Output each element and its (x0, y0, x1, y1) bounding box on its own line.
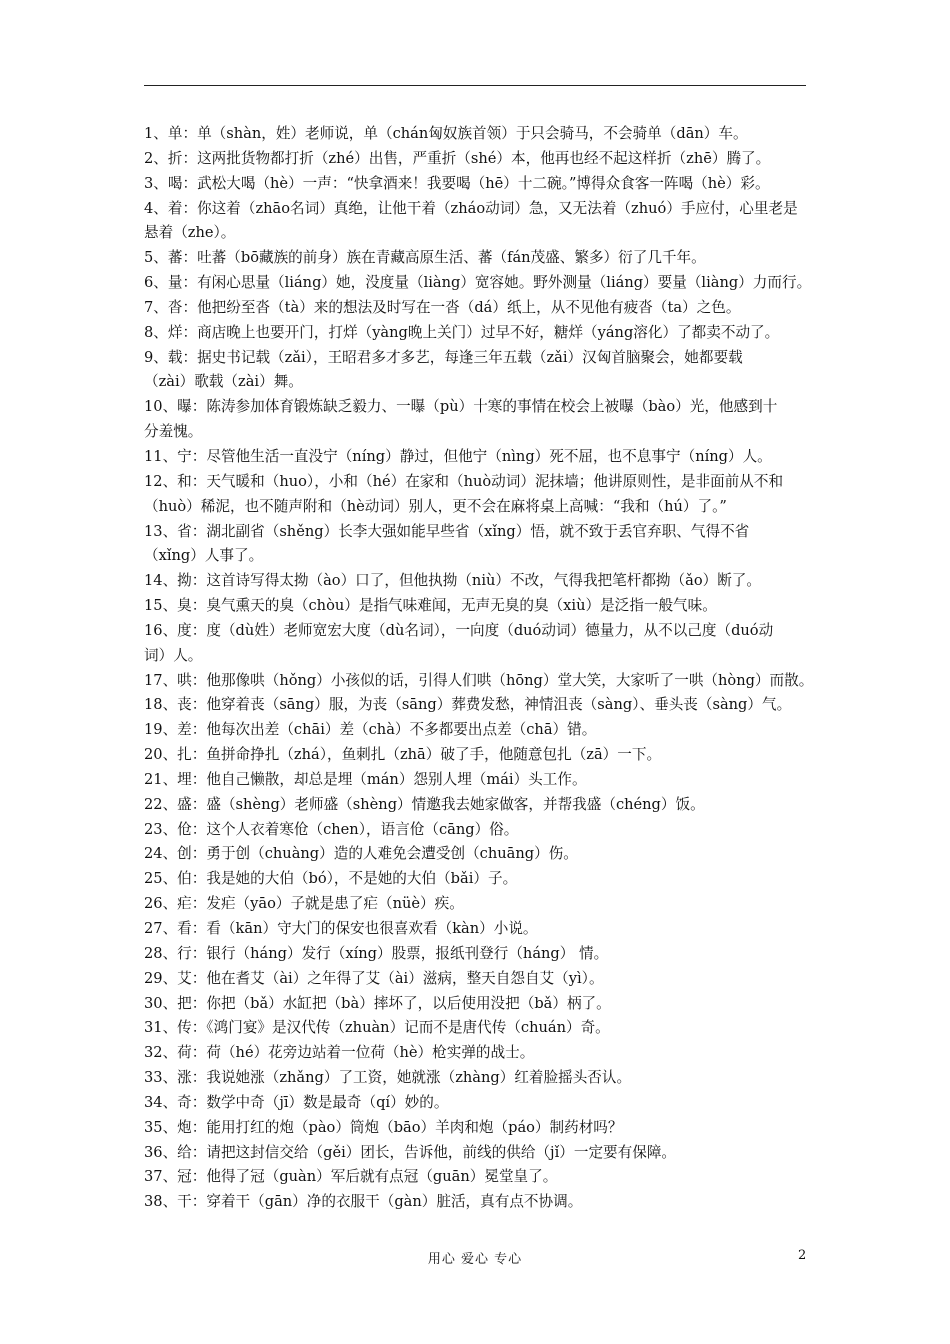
text-line: 11、宁：尽管他生活一直没宁（níng）静过，但他宁（nìng）死不屈，也不息事宁（níng）人。 (144, 447, 772, 465)
text-line: 8、烊：商店晚上也要开门，打烊（yàng晚上关门）过早不好，糖烊（yáng溶化）了都卖不动了。 (144, 323, 780, 341)
text-line: 17、哄：他那像哄（hǒng）小孩似的话，引得人们哄（hōng）堂大笑，大家听了一哄（hòng）而散。 (144, 671, 814, 689)
text-line: 35、炮：能用打红的炮（pào）筒炮（bāo）羊肉和炮（páo）制药材吗？ (144, 1118, 623, 1136)
text-line: 10、曝：陈涛参加体育锻炼缺乏毅力、一曝（pù）十寒的事情在校会上被曝（bào）光，他感到十 (144, 398, 778, 416)
text-line: 37、冠：他得了冠（guàn）军后就有点冠（guān）冕堂皇了。 (144, 1168, 558, 1186)
text-line: 27、看：看（kān）守大门的保安也很喜欢看（kàn）小说。 (144, 920, 538, 937)
text-line: 3、喝：武松大喝（hè）一声：“快拿酒来！我要喝（hē）十二碗。”博得众食客一阵喝（hè）彩。 (144, 174, 770, 192)
text-line: 13、省：湖北副省（shěng）长李大强如能早些省（xǐng）悟，就不致于丢官弃职、气得不省 (144, 522, 750, 540)
text-line: 21、埋：他自己懒散，却总是埋（mán）怨别人埋（mái）头工作。 (144, 770, 587, 788)
text-line: （xǐng）人事了。 (144, 547, 264, 565)
text-line: 14、拗：这首诗写得太拗（ào）口了，但他执拗（niù）不改，气得我把笔杆都拗（ǎo）断了。 (144, 572, 761, 590)
text-line: 34、奇：数学中奇（jī）数是最奇（qí）妙的。 (144, 1093, 449, 1111)
document-body (144, 122, 816, 1215)
text-line: 22、盛：盛（shèng）老师盛（shèng）情邀我去她家做客，并帮我盛（chéng）饭。 (144, 795, 705, 813)
text-line: 6、量：有闲心思量（liáng）她，没度量（liàng）宽容她。野外测量（liáng）要量（liàng）力而行。 (144, 274, 812, 292)
text-line: 33、涨：我说她涨（zhǎng）了工资，她就涨（zhàng）红着脸摇头否认。 (144, 1069, 632, 1087)
text-line: 29、艾：他在耆艾（ài）之年得了艾（ài）滋病，整天自怨自艾（yì）。 (144, 969, 604, 987)
text-line: 19、差：他每次出差（chāi）差（chà）不多都要出点差（chā）错。 (144, 721, 597, 739)
page-footer (0, 1248, 950, 1268)
page-number: 2 (798, 1248, 807, 1263)
text-line: 24、创：勇于创（chuàng）造的人难免会遭受创（chuāng）伤。 (144, 845, 578, 863)
text-line: 分羞愧。 (144, 423, 203, 441)
text-line: 12、和：天气暖和（huo），小和（hé）在家和（huò动词）泥抹墙；他讲原则性，是非面前从不和 (144, 472, 784, 490)
text-line: 2、折：这两批货物都打折（zhé）出售，严重折（shé）本，他再也经不起这样折（zhē）腾了。 (144, 149, 771, 167)
text-line: 36、给：请把这封信交给（gěi）团长，告诉他，前线的供给（jǐ）一定要有保障。 (144, 1143, 677, 1161)
text-line: 15、臭：臭气熏天的臭（chòu）是指气味难闻，无声无臭的臭（xiù）是泛指一般气味。 (144, 597, 717, 615)
text-line: 18、丧：他穿着丧（sāng）服，为丧（sāng）葬费发愁，神情沮丧（sàng）、垂头丧（sàng）气。 (144, 696, 792, 714)
text-line: 31、传：《鸿门宴》是汉代传（zhuàn）记而不是唐代传（chuán）奇。 (144, 1019, 610, 1037)
text-line: 悬着（zhe）。 (144, 224, 236, 242)
header-rule (144, 85, 806, 86)
text-line: 32、荷：荷（hé）花旁边站着一位荷（hè）枪实弹的战士。 (144, 1044, 535, 1062)
text-line: 16、度：度（dù姓）老师宽宏大度（dù名词），一向度（duó动词）德量力，从不以己度（duó动 (144, 621, 774, 639)
text-line: 9、载：据史书记载（zǎi），王昭君多才多艺，每逢三年五载（zǎi）汉匈首脑聚会，她都要载 (144, 348, 743, 366)
footer-motto: 用心 爱心 专心 (427, 1252, 523, 1267)
text-line: 4、着：你这着（zhāo名词）真绝，让他干着（zháo动词）急，又无法着（zhuó）手应付，心里老是 (144, 199, 798, 217)
text-line: （zài）歌载（zài）舞。 (144, 373, 303, 391)
text-line: 23、伧：这个人衣着寒伧（chen），语言伧（cāng）俗。 (144, 820, 519, 838)
text-line: 5、蕃：吐蕃（bō藏族的前身）族在青藏高原生活、蕃（fán茂盛、繁多）衍了几千年。 (144, 249, 706, 267)
text-line: 词）人。 (144, 646, 203, 664)
text-line: 26、疟：发疟（yāo）子就是患了疟（nüè）疾。 (144, 895, 464, 913)
text-line: 38、干：穿着干（gān）净的衣服干（gàn）脏活，真有点不协调。 (144, 1193, 583, 1211)
text-line: （huò）稀泥，也不随声附和（hè动词）别人，更不会在麻将桌上高喊：“我和（hú）了。” (144, 497, 727, 515)
text-line: 20、扎：鱼拼命挣扎（zhá），鱼刺扎（zhā）破了手，他随意包扎（zā）一下。 (144, 746, 662, 764)
text-line: 1、单：单（shàn，姓）老师说，单（chán匈奴族首领）于只会骑马，不会骑单（dān）车。 (144, 125, 748, 142)
text-line: 28、行：银行（háng）发行（xíng）股票，报纸刊登行（háng） 情。 (144, 944, 609, 962)
text-line: 7、沓：他把纷至沓（tà）来的想法及时写在一沓（dá）纸上，从不见他有疲沓（ta）之色。 (144, 298, 741, 316)
text-line: 30、把：你把（bǎ）水缸把（bà）摔坏了，以后使用没把（bǎ）柄了。 (144, 994, 611, 1012)
text-line: 25、伯：我是她的大伯（bó），不是她的大伯（bǎi）子。 (144, 870, 518, 888)
